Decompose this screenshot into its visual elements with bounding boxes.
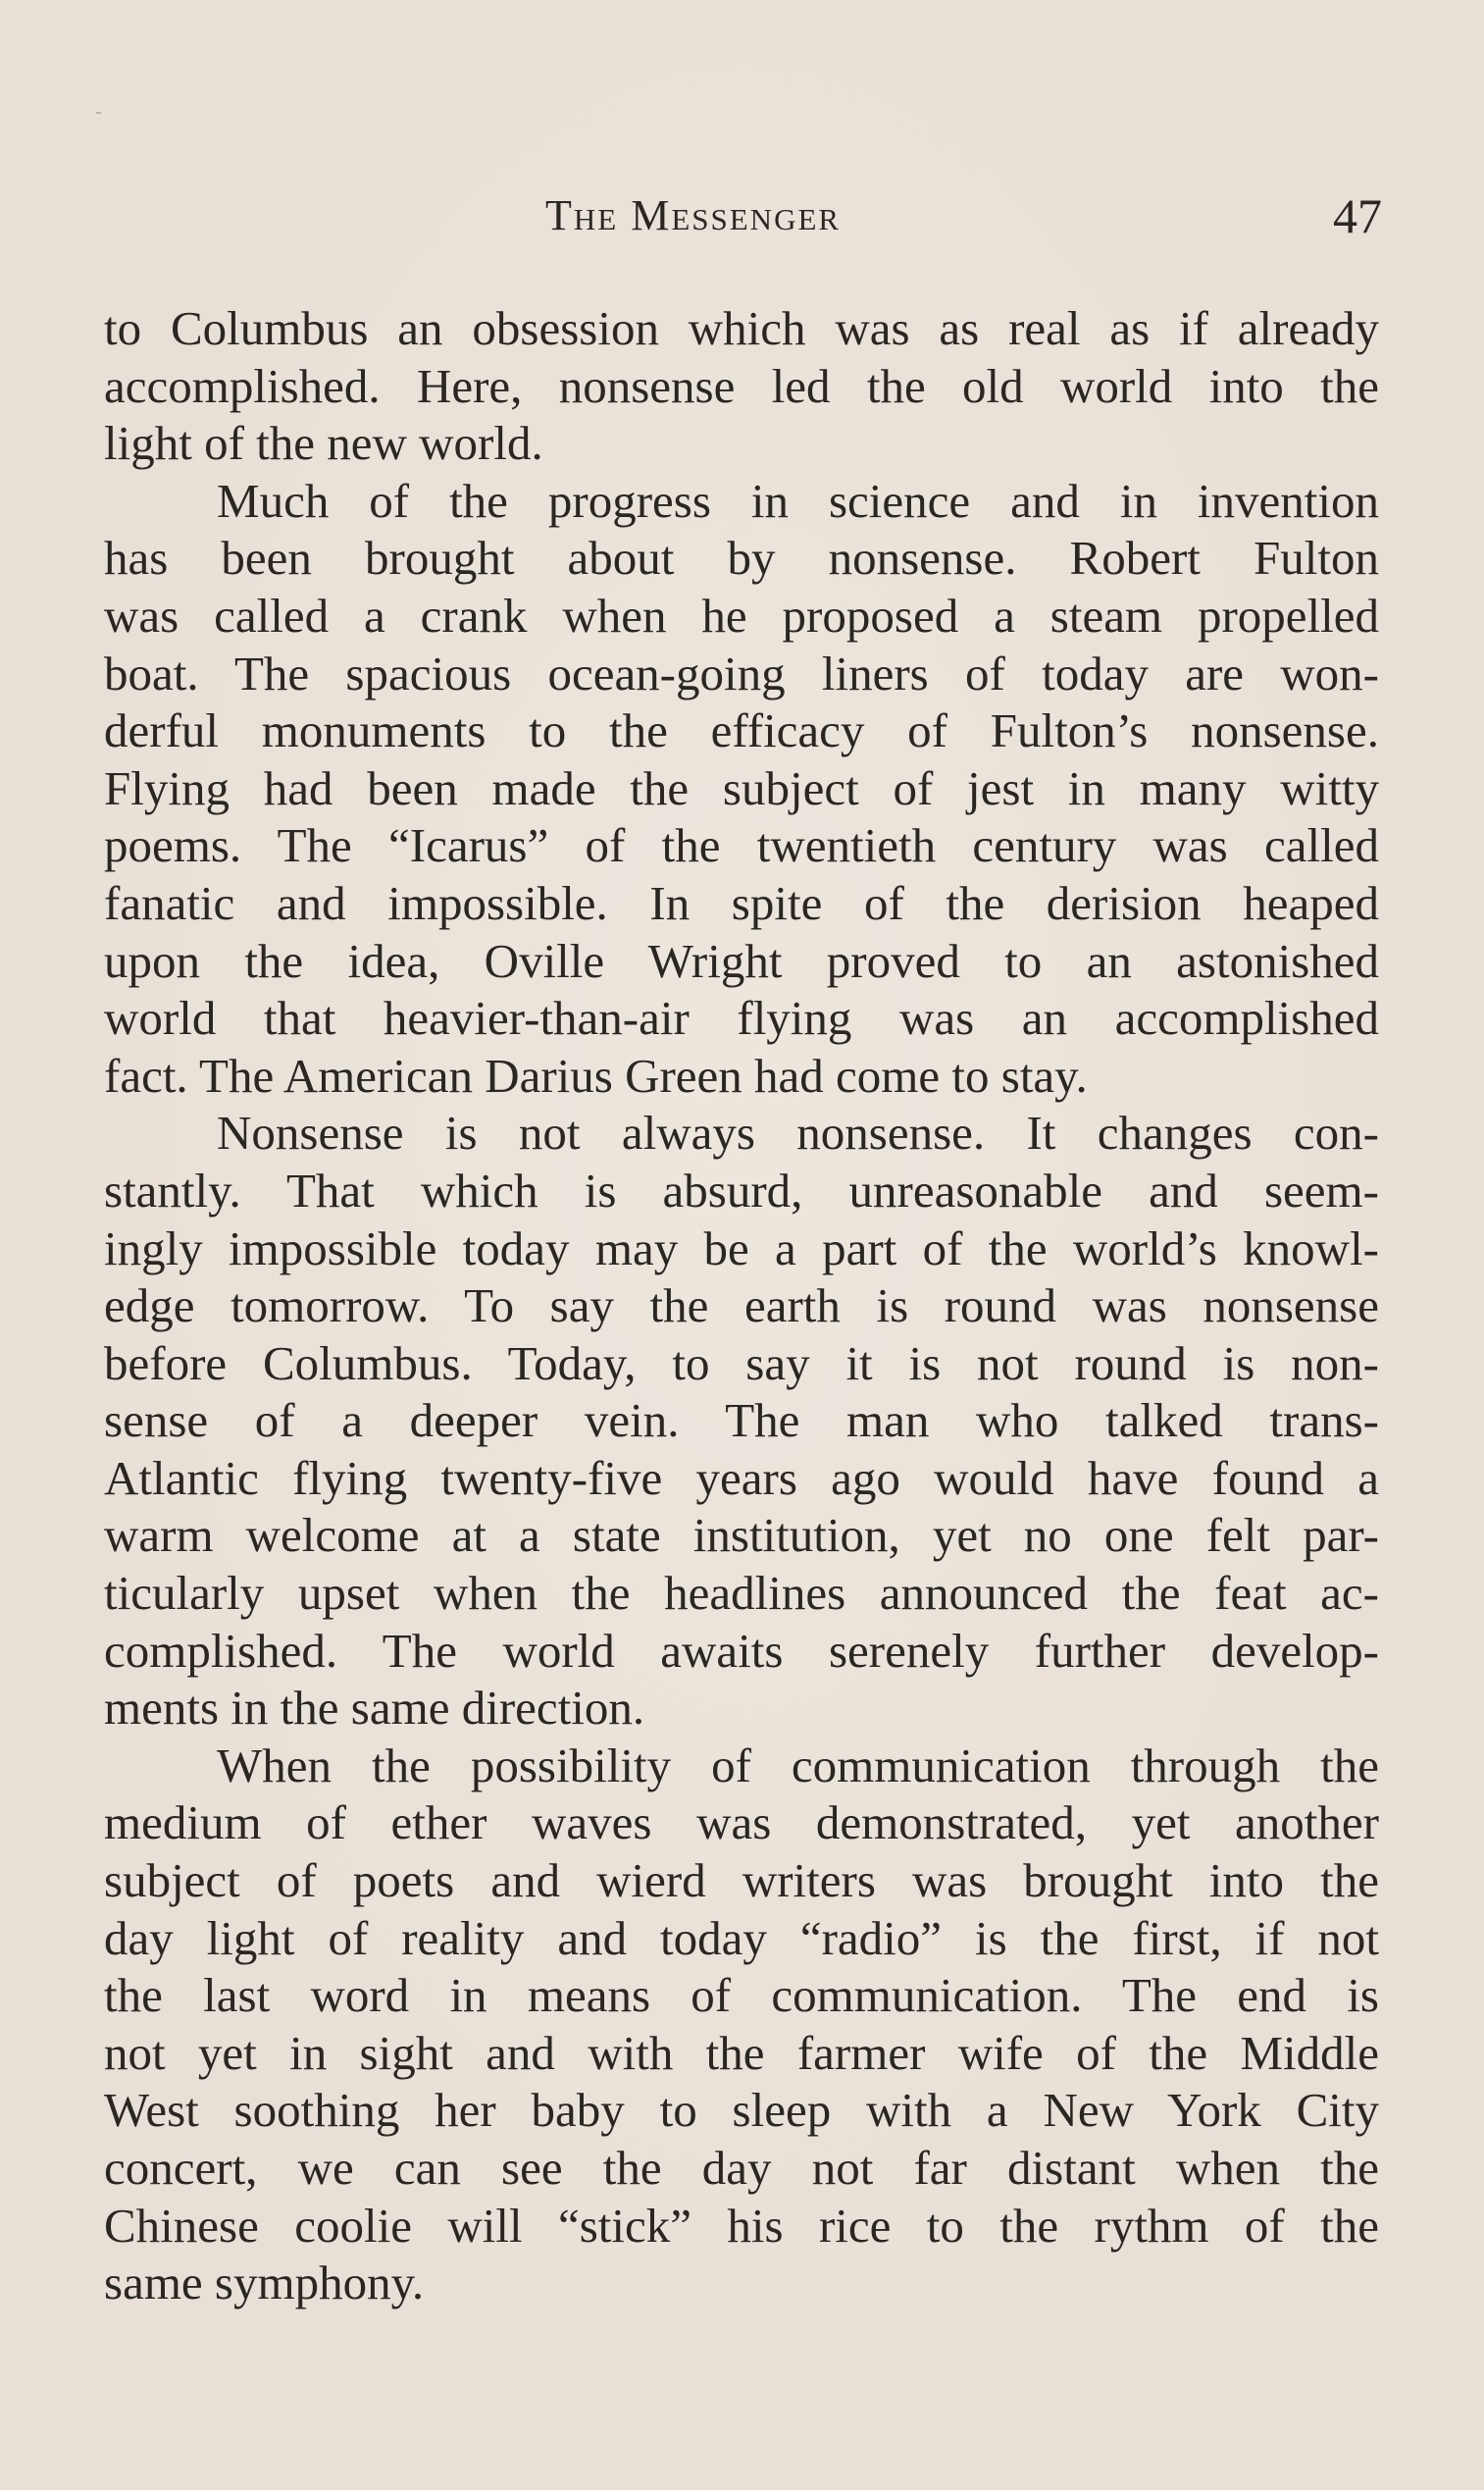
text-line: concert, we can see the day not far distant when the xyxy=(104,2141,1379,2195)
text-line: Chinese coolie will “stick” his rice to the rythm of the xyxy=(104,2198,1379,2253)
page-header xyxy=(0,182,1484,250)
text-line: medium of ether waves was demonstrated, yet another xyxy=(104,1795,1379,1850)
text-line: day light of reality and today “radio” is the first, if not xyxy=(104,1910,1379,1965)
text-line: not yet in sight and with the farmer wife of the Middle xyxy=(104,2025,1379,2080)
body-text xyxy=(104,300,1379,2312)
text-line: light of the new world. xyxy=(104,416,543,471)
text-line: accomplished. Here, nonsense led the old world into the xyxy=(104,358,1379,413)
text-line: has been brought about by nonsense. Robert Fulton xyxy=(104,531,1379,586)
text-line: ticularly upset when the headlines announced the feat ac- xyxy=(104,1566,1379,1621)
text-line: was called a crank when he proposed a steam propelled xyxy=(104,588,1379,643)
text-line: edge tomorrow. To say the earth is round was nonsense xyxy=(104,1278,1379,1333)
text-line: poems. The “Icarus” of the twentieth century was called xyxy=(104,818,1379,873)
text-line: Atlantic flying twenty-five years ago would have found a xyxy=(104,1450,1379,1505)
text-line: West soothing her baby to sleep with a New York City xyxy=(104,2083,1379,2138)
text-line: subject of poets and wierd writers was brought into the xyxy=(104,1853,1379,1908)
text-line: Flying had been made the subject of jest in many witty xyxy=(104,760,1379,815)
text-line: world that heavier-than-air flying was an accomplished xyxy=(104,991,1379,1046)
text-line: ments in the same direction. xyxy=(104,1681,645,1736)
text-line: boat. The spacious ocean-going liners of today are won- xyxy=(104,646,1379,700)
text-line: Nonsense is not always nonsense. It changes con- xyxy=(217,1106,1379,1161)
text-line: complished. The world awaits serenely further develop- xyxy=(104,1623,1379,1678)
text-line: fanatic and impossible. In spite of the derision heaped xyxy=(104,875,1379,930)
text-line: upon the idea, Oville Wright proved to an astonished xyxy=(104,933,1379,988)
running-title: The Messenger xyxy=(545,191,842,239)
text-line: sense of a deeper vein. The man who talked trans- xyxy=(104,1393,1379,1448)
text-line: ingly impossible today may be a part of the world’s knowl- xyxy=(104,1220,1379,1275)
text-line: fact. The American Darius Green had come to stay. xyxy=(104,1048,1088,1103)
text-line: before Columbus. Today, to say it is not round is non- xyxy=(104,1335,1379,1390)
text-line: same symphony. xyxy=(104,2256,425,2310)
text-line: derful monuments to the efficacy of Fulton’s nonsense. xyxy=(104,703,1379,758)
text-line: warm welcome at a state institution, yet no one felt par- xyxy=(104,1508,1379,1563)
text-line: stantly. That which is absurd, unreasonable and seem- xyxy=(104,1163,1379,1218)
text-line: the last word in means of communication. The end is xyxy=(104,1968,1379,2023)
text-line: to Columbus an obsession which was as real as if already xyxy=(104,301,1379,355)
page-number: 47 xyxy=(1333,188,1382,243)
paper-speck xyxy=(96,112,101,114)
text-line: When the possibility of communication through the xyxy=(217,1738,1379,1792)
text-line: Much of the progress in science and in invention xyxy=(217,473,1379,528)
